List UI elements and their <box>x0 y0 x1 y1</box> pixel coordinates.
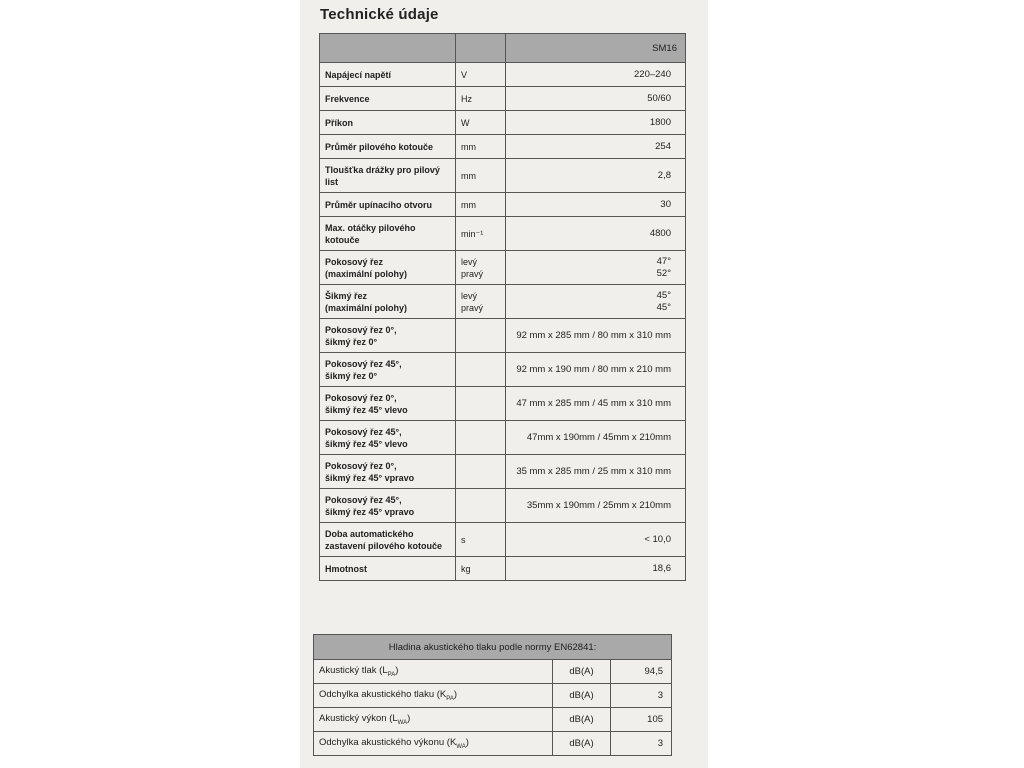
header-empty-cell <box>320 34 456 63</box>
noise-value: 105 <box>611 708 672 732</box>
table-row <box>320 387 686 421</box>
row-unit: s <box>456 523 506 557</box>
page-title: Technické údaje <box>320 6 439 23</box>
noise-unit: dB(A) <box>553 732 611 756</box>
row-value-line: 47° <box>656 255 671 267</box>
row-label-line: Pokosový řez 0°, <box>325 392 397 403</box>
row-label <box>320 251 456 285</box>
row-label <box>320 285 456 319</box>
model-header: SM16 <box>506 34 686 63</box>
row-unit-line: pravý <box>461 268 484 279</box>
table-row <box>314 660 672 684</box>
row-unit <box>456 421 506 455</box>
noise-value: 94,5 <box>611 660 672 684</box>
table-row <box>320 87 686 111</box>
row-unit: mm <box>456 135 506 159</box>
row-unit <box>456 319 506 353</box>
table-row <box>314 708 672 732</box>
row-value: 92 mm x 190 mm / 80 mm x 210 mm <box>506 353 686 387</box>
noise-unit: dB(A) <box>553 708 611 732</box>
noise-label-text: Odchylka akustického tlaku (K <box>319 689 447 701</box>
table-row <box>320 135 686 159</box>
row-value: 2,8 <box>506 159 686 193</box>
table-row <box>320 455 686 489</box>
noise-value: 3 <box>611 684 672 708</box>
row-label-line: (maximální polohy) <box>325 268 408 279</box>
noise-table <box>313 634 672 756</box>
row-label: Příkon <box>320 111 456 135</box>
table-row <box>320 111 686 135</box>
table-row <box>320 251 686 285</box>
table-row <box>314 684 672 708</box>
table-row <box>314 732 672 756</box>
row-label <box>320 159 456 193</box>
table-row <box>320 63 686 87</box>
noise-unit: dB(A) <box>553 660 611 684</box>
row-label: Napájecí napětí <box>320 63 456 87</box>
row-label <box>320 421 456 455</box>
row-label <box>320 489 456 523</box>
row-label: Hmotnost <box>320 557 456 581</box>
table-row <box>320 285 686 319</box>
noise-label-close: ) <box>395 665 399 677</box>
row-label-line: Tloušťka drážky pro pilový <box>325 164 440 175</box>
row-label-line: Šikmý řez <box>325 290 368 301</box>
spec-header-row <box>320 34 686 63</box>
row-value <box>506 285 686 319</box>
row-unit: W <box>456 111 506 135</box>
noise-label-text: Akustický tlak (L <box>319 665 388 677</box>
row-label-line: Pokosový řez 45°, <box>325 494 402 505</box>
row-label-line: Pokosový řez <box>325 256 384 267</box>
row-value: 220–240 <box>506 63 686 87</box>
row-label: Průměr upínacího otvoru <box>320 193 456 217</box>
row-value: 47 mm x 285 mm / 45 mm x 310 mm <box>506 387 686 421</box>
noise-label-subscript: PA <box>446 695 454 702</box>
row-unit-line: pravý <box>461 302 484 313</box>
row-value: < 10,0 <box>506 523 686 557</box>
noise-label-text: Akustický výkon (L <box>319 713 398 725</box>
row-label <box>320 353 456 387</box>
row-label-line: Doba automatického <box>325 528 414 539</box>
row-label-line: šikmý řez 0° <box>325 336 378 347</box>
table-row <box>320 217 686 251</box>
row-value: 4800 <box>506 217 686 251</box>
table-row <box>320 353 686 387</box>
row-value: 35mm x 190mm / 25mm x 210mm <box>506 489 686 523</box>
row-unit-line: levý <box>461 290 478 301</box>
row-unit <box>456 285 506 319</box>
noise-header: Hladina akustického tlaku podle normy EN62841: <box>314 635 672 660</box>
noise-label-subscript: WA <box>456 743 466 750</box>
row-label <box>320 455 456 489</box>
row-label: Frekvence <box>320 87 456 111</box>
row-label <box>320 387 456 421</box>
row-label-line: šikmý řez 45° vpravo <box>325 506 415 517</box>
row-value: 1800 <box>506 111 686 135</box>
row-label-line: kotouče <box>325 234 360 245</box>
row-label-line: Pokosový řez 45°, <box>325 358 402 369</box>
noise-label-subscript: PA <box>387 671 396 678</box>
row-unit <box>456 489 506 523</box>
row-unit: mm <box>456 159 506 193</box>
row-label <box>320 319 456 353</box>
row-label-line: Pokosový řez 45°, <box>325 426 402 437</box>
header-empty-cell <box>456 34 506 63</box>
row-value-line: 52° <box>656 267 671 279</box>
table-row <box>320 159 686 193</box>
row-label-line: šikmý řez 45° vlevo <box>325 404 408 415</box>
table-row <box>320 319 686 353</box>
row-unit-line: levý <box>461 256 478 267</box>
row-label-line: list <box>325 176 339 187</box>
row-label-line: zastavení pilového kotouče <box>325 540 443 551</box>
row-unit <box>456 353 506 387</box>
row-label-line: Max. otáčky pilového <box>325 222 416 233</box>
noise-label <box>314 684 553 708</box>
row-value: 92 mm x 285 mm / 80 mm x 310 mm <box>506 319 686 353</box>
noise-label <box>314 732 553 756</box>
row-value: 30 <box>506 193 686 217</box>
row-value-line: 45° <box>656 289 671 301</box>
row-label-line: Pokosový řez 0°, <box>325 324 397 335</box>
row-unit <box>456 455 506 489</box>
noise-label-text: Odchylka akustického výkonu (K <box>319 737 457 749</box>
row-unit: mm <box>456 193 506 217</box>
row-unit <box>456 251 506 285</box>
technical-data-table <box>319 33 686 581</box>
row-label-line: šikmý řez 45° vlevo <box>325 438 408 449</box>
row-value: 254 <box>506 135 686 159</box>
noise-value: 3 <box>611 732 672 756</box>
row-label <box>320 523 456 557</box>
noise-label-close: ) <box>453 689 457 701</box>
noise-label-subscript: WA <box>397 719 408 726</box>
noise-unit: dB(A) <box>553 684 611 708</box>
row-unit: kg <box>456 557 506 581</box>
row-unit <box>456 387 506 421</box>
row-unit: min⁻¹ <box>456 217 506 251</box>
table-row <box>320 557 686 581</box>
row-label <box>320 217 456 251</box>
row-unit: Hz <box>456 87 506 111</box>
row-label-line: šikmý řez 45° vpravo <box>325 472 415 483</box>
row-label-line: Pokosový řez 0°, <box>325 460 397 471</box>
noise-label-close: ) <box>407 713 411 725</box>
row-value: 50/60 <box>506 87 686 111</box>
noise-header-row <box>314 635 672 660</box>
noise-label <box>314 660 553 684</box>
row-unit: V <box>456 63 506 87</box>
table-row <box>320 489 686 523</box>
row-label-line: šikmý řez 0° <box>325 370 378 381</box>
row-value: 18,6 <box>506 557 686 581</box>
row-label-line: (maximální polohy) <box>325 302 408 313</box>
row-value <box>506 251 686 285</box>
row-value: 47mm x 190mm / 45mm x 210mm <box>506 421 686 455</box>
row-label: Průměr pilového kotouče <box>320 135 456 159</box>
table-row <box>320 421 686 455</box>
table-row <box>320 523 686 557</box>
table-row <box>320 193 686 217</box>
row-value: 35 mm x 285 mm / 25 mm x 310 mm <box>506 455 686 489</box>
noise-label-close: ) <box>465 737 469 749</box>
noise-label <box>314 708 553 732</box>
row-value-line: 45° <box>656 301 671 313</box>
